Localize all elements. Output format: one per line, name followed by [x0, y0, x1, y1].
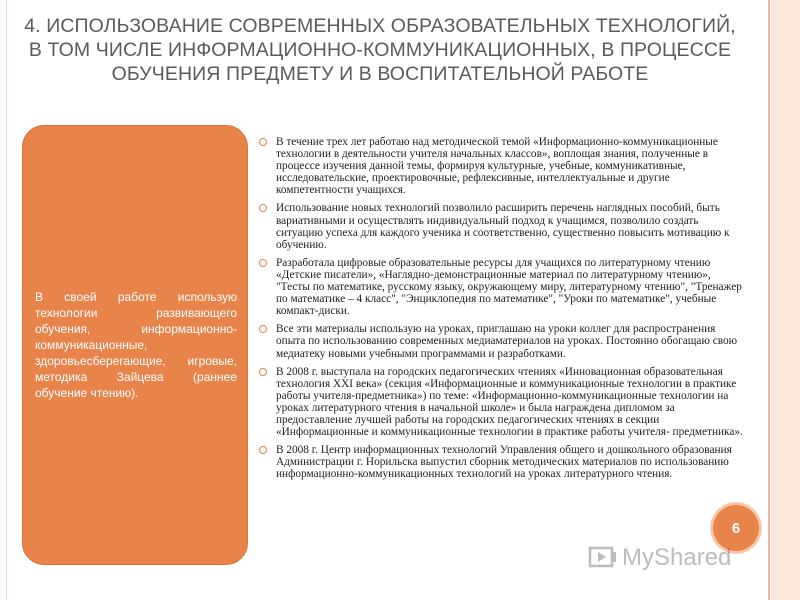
- bullet-icon: [259, 204, 267, 212]
- page-number: 6: [731, 519, 741, 537]
- list-item: [259, 366, 745, 439]
- watermark-icon: [588, 543, 618, 573]
- list-item-text: В 2008 г. Центр информационных технологий Управления общего и дошкольного образования Администрации г. Норильска выпустил сборник методических материалов по использованию информационно-коммуникационных технологий на уроках литературного чтения.: [276, 444, 732, 481]
- watermark-text: MyShared: [622, 544, 732, 571]
- bullet-icon: [259, 446, 267, 454]
- list-item: [259, 136, 745, 196]
- right-decorative-band: [771, 0, 800, 600]
- list-item: [259, 257, 745, 317]
- left-border-line: [6, 0, 7, 600]
- right-border-line: [768, 0, 770, 600]
- sidebar-panel: [22, 125, 248, 565]
- list-item-text: Использование новых технологий позволило расширить перечень наглядных пособий, быть вариативными и осуществлять индивидуальный подход к учащимся, позволило создать ситуацию успеха для каждого ученика и соответственно, существенно повысить мотивацию к обучению.: [276, 202, 730, 251]
- list-item-text: В 2008 г. выступала на городских педагогических чтениях «Инновационная образовательная технология XXI века» (секция «Информационные и коммуникационные технологии в практике работы учителя-предметника») по теме: «Информационно-коммуникационные технологии на уроках литературного чтения в начальной школе» и была награждена дипломом за предоставление лучшей работы на городских педагогических чтениях в секции «Информационные и коммуникационные технологии в практике работы учителя- предметника».: [276, 365, 743, 439]
- sidebar-text: В своей работе использую технологии развивающего обучения, информационно-коммуникационные, здоровьесберегающие, игровые, методика Зайцева (раннее обучение чтению).: [35, 290, 237, 400]
- list-item: [259, 202, 745, 250]
- list-item: [259, 444, 745, 480]
- list-item: [259, 323, 745, 359]
- watermark-logo: [588, 540, 731, 576]
- slide-title: 4. ИСПОЛЬЗОВАНИЕ СОВРЕМЕННЫХ ОБРАЗОВАТЕЛЬНЫХ ТЕХНОЛОГИЙ, В ТОМ ЧИСЛЕ ИНФОРМАЦИОННО-КОММУНИКАЦИОННЫХ, В ПРОЦЕССЕ ОБУЧЕНИЯ ПРЕДМЕТУ И В ВОСПИТАТЕЛЬНОЙ РАБОТЕ: [24, 15, 736, 85]
- bullet-icon: [259, 138, 267, 146]
- bullet-icon: [259, 368, 267, 376]
- list-item-text: В течение трех лет работаю над методической темой «Информационно-коммуникационные технологии в деятельности учителя начальных классов», воплощая знания, полученные в процессе изучения данной темы, формируя культурные, учебные, коммуникативные, исследовательские, проектировочные, рефлексивные, интеллектуальные и другие компетентности учащихся.: [276, 136, 718, 197]
- list-item-text: Все эти материалы использую на уроках, приглашаю на уроки коллег для распространения опыта по использованию современных медиаматериалов на уроках. Постоянно обогащаю свою медиатеку новыми учебными программами и разработками.: [276, 323, 738, 360]
- bullet-icon: [259, 259, 267, 267]
- content-list: [259, 136, 745, 486]
- list-item-text: Разработала цифровые образовательные ресурсы для учащихся по литературному чтению «Детские писатели», «Наглядно-демонстрационные материал по литературному чтению», "Тесты по математике, русскому языку, окружающему миру, литературному чтению", "Тренажер по математике – 4 класс", "Энциклопедия по математике", "Уроки по математике", учебные компакт-диски.: [276, 256, 742, 318]
- bullet-icon: [259, 325, 267, 333]
